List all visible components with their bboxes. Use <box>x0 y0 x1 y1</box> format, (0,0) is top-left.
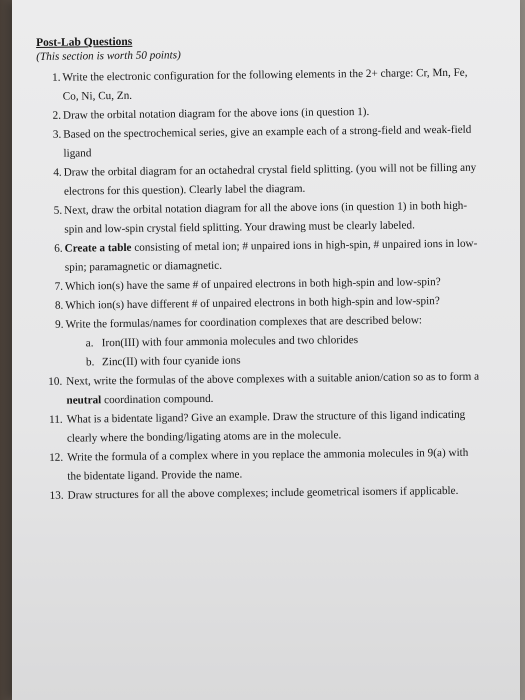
question-number: 13. <box>49 489 64 502</box>
question-number: 6. <box>54 242 63 255</box>
question-text: Based on the spectrochemical series, give an example each of a strong-field and weak-field ligand <box>63 123 472 160</box>
sub-question-text: Zinc(II) with four cyanide ions <box>101 354 241 369</box>
question-text: What is a bidentate ligand? Give an example. Draw the structure of this ligand indicating clearly where the bonding/ligating atoms are in the molecule. <box>66 408 466 445</box>
question-emphasis: Create a table <box>64 241 132 255</box>
question-number: 4. <box>53 166 62 179</box>
question-text: Draw the orbital notation diagram for the above ions (in question 1). <box>62 105 370 122</box>
worksheet-page <box>12 0 520 700</box>
sub-question-letter: b. <box>85 356 95 369</box>
question-number: 7. <box>54 280 64 293</box>
question-number: 11. <box>49 413 63 426</box>
sub-question-text: Iron(III) with four ammonia molecules and two chlorides <box>101 334 359 350</box>
worksheet-content <box>36 31 482 506</box>
question-text: Draw structures for all the above complexes; include geometrical isomers if applicable. <box>67 484 459 502</box>
question-number: 10. <box>48 375 63 388</box>
question-number: 2. <box>52 109 62 122</box>
sub-question-letter: a. <box>85 337 94 350</box>
question-text: consisting of metal ion; # unpaired ions in high-spin, # unpaired ions in low-spin; paramagnetic or diamagnetic. <box>64 237 478 274</box>
question-number: 12. <box>49 451 64 464</box>
question-text: coordination compound. <box>101 392 214 407</box>
question-list <box>36 64 481 506</box>
question-item <box>41 406 481 449</box>
question-item <box>40 368 480 411</box>
question-text: Next, write the formulas of the above complexes with a suitable anion/cation so as to form a <box>66 370 480 388</box>
question-item <box>41 444 481 487</box>
question-number: 5. <box>53 204 63 217</box>
question-text: Write the formulas/names for coordination complexes that are described below: <box>65 314 423 331</box>
question-item <box>36 64 476 107</box>
question-number: 1. <box>52 71 61 84</box>
page-title: Post-Lab Questions <box>36 35 133 49</box>
question-emphasis: neutral <box>66 394 102 407</box>
question-item <box>37 121 477 164</box>
points-note: (This section is worth 50 points) <box>36 49 181 63</box>
question-text: Write the electronic configuration for the following elements in the 2+ charge: Cr, Mn, Fe, Co, Ni, Cu, Zn. <box>62 66 468 103</box>
question-text: Which ion(s) have different # of unpaired electrons in both high-spin and low-spin? <box>65 295 440 312</box>
sub-question-list <box>66 330 480 373</box>
question-item <box>38 235 478 278</box>
question-text: Next, draw the orbital notation diagram for all the above ions (in question 1) in both high-spin and low-spin crystal field splitting. Your drawing must be clearly labeled. <box>64 199 468 236</box>
question-text: Write the formula of a complex where in you replace the ammonia molecules in 9(a) with the bidentate ligand. Provide the name. <box>67 446 469 483</box>
question-item <box>42 482 482 506</box>
question-item <box>38 159 478 202</box>
question-text: Draw the orbital diagram for an octahedral crystal field splitting. (you will not be filling any electrons for this question). Clearly label the diagram. <box>63 161 477 198</box>
question-number: 8. <box>54 299 64 312</box>
question-text: Which ion(s) have the same # of unpaired electrons in both high-spin and low-spin? <box>64 276 441 293</box>
question-number: 9. <box>55 318 64 331</box>
question-number: 3. <box>52 128 62 141</box>
question-item <box>39 311 480 373</box>
question-item <box>38 197 478 240</box>
